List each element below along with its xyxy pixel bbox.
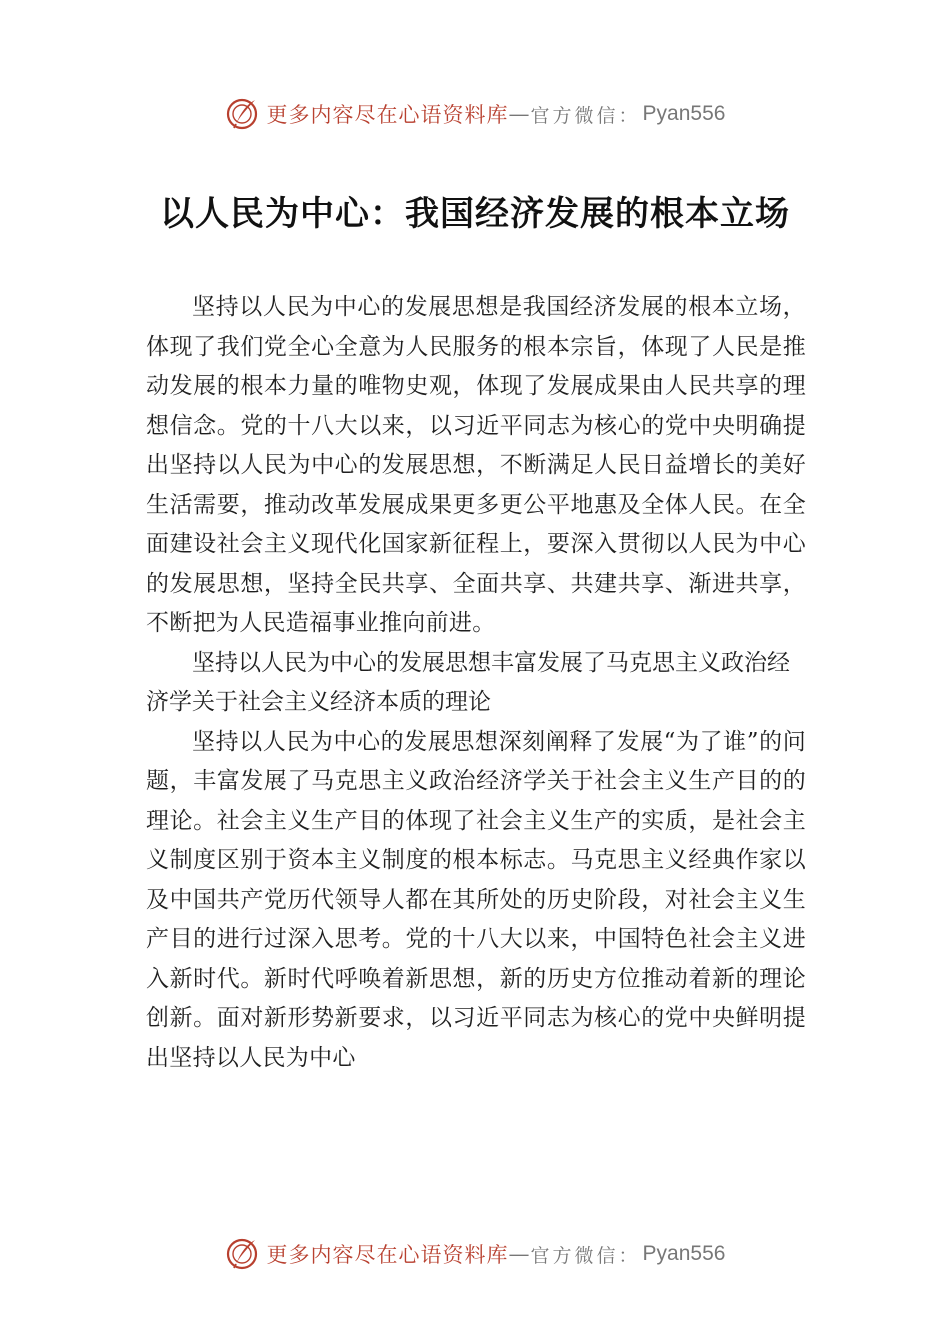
banner-wechat-label: 官方微信： — [530, 104, 641, 127]
quill-logo-icon — [225, 1236, 261, 1272]
paragraph: 坚持以人民为中心的发展思想是我国经济发展的根本立场，体现了我们党全心全意为人民服务的根本宗旨，体现了人民是推动发展的根本力量的唯物史观，体现了发展成果由人民共享的理想信念。党的十八大以来，以习近平同志为核心的党中央明确提出坚持以人民为中心的发展思想，不断满足人民日益增长的美好生活需要，推动改革发展成果更多更公平地惠及全体人民。在全面建设社会主义现代化国家新征程上，要深入贯彻以人民为中心的发展思想，坚持全民共享、全面共享、共建共享、渐进共享，不断把为人民造福事业推向前进。 — [146, 294, 806, 636]
banner-dash: — — [508, 102, 531, 126]
banner-dash: — — [508, 1242, 531, 1266]
document-title: 以人民为中心：我国经济发展的根本立场 — [160, 194, 790, 234]
banner-text: 更多内容尽在心语资料库 — [266, 1243, 509, 1267]
banner-wechat-id: Pyan556 — [642, 1242, 726, 1265]
header-banner — [0, 92, 950, 136]
banner-wechat-id: Pyan556 — [642, 102, 726, 125]
banner-text: 更多内容尽在心语资料库 — [266, 103, 509, 127]
document-body — [146, 288, 806, 1078]
section-heading: 坚持以人民为中心的发展思想丰富发展了马克思主义政治经济学关于社会主义经济本质的理论 — [146, 649, 790, 715]
banner-wechat-label: 官方微信： — [530, 1244, 641, 1267]
quill-logo-icon — [225, 96, 261, 132]
paragraph: 坚持以人民为中心的发展思想深刻阐释了发展“为了谁”的问题，丰富发展了马克思主义政治经济学关于社会主义生产目的的理论。社会主义生产目的体现了社会主义生产的实质，是社会主义制度区别于资本主义制度的根本标志。马克思主义经典作家以及中国共产党历代领导人都在其所处的历史阶段，对社会主义生产目的进行过深入思考。党的十八大以来，中国特色社会主义进入新时代。新时代呼唤着新思想，新的历史方位推动着新的理论创新。面对新形势新要求，以习近平同志为核心的党中央鲜明提出坚持以人民为中心 — [146, 728, 806, 1071]
footer-banner — [0, 1232, 950, 1276]
